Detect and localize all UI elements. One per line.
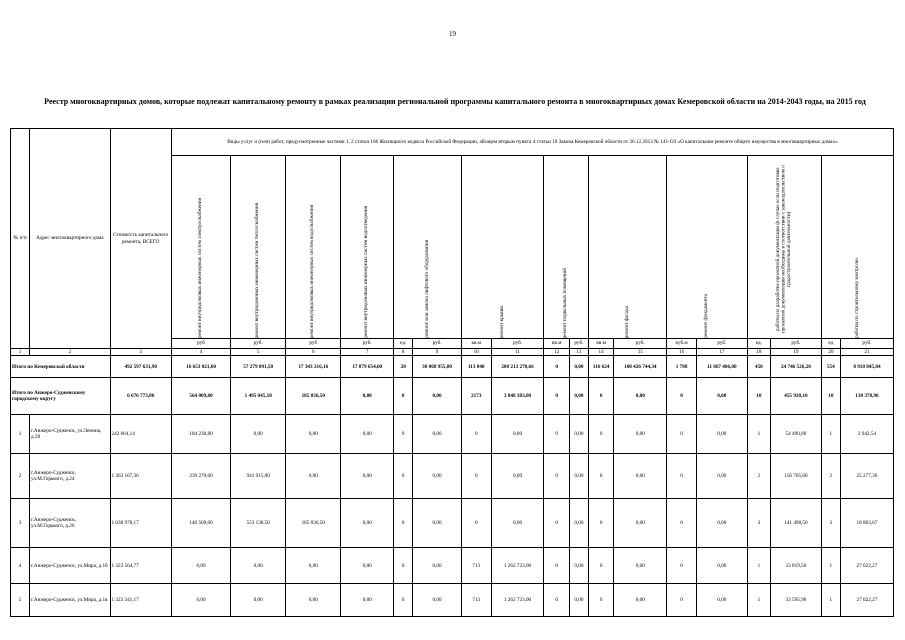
row-value: 1 323 341,17 (110, 584, 171, 617)
total-value: 1 495 045,50 (231, 378, 286, 415)
work-type-elevator: ремонт или замена лифтового оборудования (423, 240, 430, 338)
row-value: 0,00 (171, 584, 230, 617)
row-value: 18 803,67 (840, 499, 893, 548)
row-value: 0,00 (491, 454, 544, 499)
work-type-water: ремонт внутридомовых инженерных систем водоснабжения (309, 204, 316, 338)
total-row (11, 356, 894, 378)
table-row (11, 454, 894, 499)
row-value: 1 323 564,77 (110, 548, 171, 584)
unit-cell: руб. (771, 339, 822, 349)
total-value: 0 (667, 378, 697, 415)
unit-cell: руб (171, 339, 230, 349)
header-col-no: № п/п (11, 129, 30, 349)
row-value: 0,00 (413, 584, 462, 617)
row-value: 0,00 (696, 454, 747, 499)
unit-cell: руб. (614, 339, 667, 349)
column-number: 3 (110, 349, 171, 356)
total-value: 11 867 406,00 (696, 356, 747, 378)
row-value: 0 (394, 454, 413, 499)
row-value: 713 (461, 548, 491, 584)
table-row (11, 415, 894, 454)
work-type-design-docs: работы по разработке проектной документации (в случае если подготовка проектной документации необходима в соответствии с законодательством о градостроительной деятельности) (774, 165, 793, 333)
row-value: 0 (667, 548, 697, 584)
row-value: 0 (544, 415, 569, 454)
column-number: 7 (341, 349, 394, 356)
total-value: 20 (394, 356, 413, 378)
column-number: 13 (569, 349, 588, 356)
row-value: 1 363 167,36 (110, 454, 171, 499)
row-value: 0,00 (614, 499, 667, 548)
total-value: 0,00 (614, 378, 667, 415)
unit-cell: куб.м (667, 339, 697, 349)
row-value: 242 664,14 (110, 415, 171, 454)
unit-cell: руб. (231, 339, 286, 349)
row-value: 0,00 (413, 454, 462, 499)
total-value: 554 (821, 356, 840, 378)
header-col-cost: Стоимость капитального ремонта, ВСЕГО (110, 129, 171, 349)
row-value: 0,00 (413, 499, 462, 548)
row-value: 0,00 (341, 584, 394, 617)
row-value: 1 038 978,17 (110, 499, 171, 548)
row-number: 2 (11, 454, 30, 499)
total-value: 0 (544, 356, 569, 378)
row-number: 4 (11, 548, 30, 584)
row-value: 0 (394, 415, 413, 454)
total-value: 30 068 955,00 (413, 356, 462, 378)
row-value: 0,00 (231, 548, 286, 584)
total-value: 2173 (461, 378, 491, 415)
row-value: 1 (747, 548, 770, 584)
row-value: 0,00 (491, 415, 544, 454)
row-value: 0,00 (569, 499, 588, 548)
row-value: 0,00 (341, 454, 394, 499)
row-value: 0,00 (341, 548, 394, 584)
total-value: 0 (394, 378, 413, 415)
total-value: 17 079 654,60 (341, 356, 394, 378)
unit-cell: руб. (840, 339, 893, 349)
work-type-foundation: ремонт фундамента (703, 294, 710, 338)
work-type-heat: ремонт внутридомовых инженерных систем теплоснабжения (254, 202, 261, 338)
total-value: 0,00 (569, 378, 588, 415)
header-works-title: Виды услуг и (или) работ, предусмотренные частями 1, 2 статьи 166 Жилищного кодекса Российской Федерации, абзацем вторым пункта 4 статьи 10 Закона Кемеровской области от 26.12.2013 № 141-ОЗ «О капитальном ремонте общего имущества в многоквартирных домах» (171, 129, 893, 156)
work-type-basement: ремонт подвальных помещений (562, 267, 569, 338)
unit-cell: руб. (569, 339, 588, 349)
work-type-facade: ремонт фасада (623, 305, 630, 338)
row-value: 156 705,00 (771, 454, 822, 499)
table-row (11, 499, 894, 548)
column-number: 9 (413, 349, 462, 356)
row-value: 0 (588, 499, 613, 548)
row-value: 0 (667, 454, 697, 499)
total-value: 8 918 845,84 (840, 356, 893, 378)
column-number: 4 (171, 349, 230, 356)
row-value: 0,00 (231, 415, 286, 454)
row-value: 0 (544, 548, 569, 584)
row-value: 0 (461, 499, 491, 548)
total-value: 100 426 744,34 (614, 356, 667, 378)
total-value: 16 653 021,60 (171, 356, 230, 378)
row-value: 1 262 723,00 (491, 548, 544, 584)
total-value: 0,00 (341, 378, 394, 415)
unit-cell: ед. (394, 339, 413, 349)
column-number: 18 (747, 349, 770, 356)
row-value: 0 (588, 584, 613, 617)
column-number: 21 (840, 349, 893, 356)
row-value: 27 022,27 (840, 548, 893, 584)
row-value: 0 (588, 415, 613, 454)
total-value: 1 788 (667, 356, 697, 378)
row-value: 0,00 (231, 584, 286, 617)
row-value: 0 (588, 548, 613, 584)
row-value: 0,00 (696, 584, 747, 617)
total-value: 564 009,80 (171, 378, 230, 415)
total-value: 24 746 526,20 (771, 356, 822, 378)
row-address: г.Анжеро-Судженск, ул.Мира, д.1б (30, 548, 110, 584)
row-value: 0 (461, 454, 491, 499)
row-value: 0 (544, 499, 569, 548)
row-value: 239 270,00 (171, 454, 230, 499)
row-value: 184 230,80 (171, 415, 230, 454)
row-value: 141 498,50 (771, 499, 822, 548)
column-number: 12 (544, 349, 569, 356)
column-number: 19 (771, 349, 822, 356)
total-value: 0 (588, 378, 613, 415)
total-value: 455 920,10 (771, 378, 822, 415)
unit-cell: кв.м (588, 339, 613, 349)
row-value: 0 (667, 415, 697, 454)
total-value: 492 597 631,90 (110, 356, 171, 378)
row-value: 0,00 (171, 548, 230, 584)
row-address: г.Анжеро-Судженск, ул.Мира, д.1в (30, 584, 110, 617)
row-value: 1 (821, 584, 840, 617)
total-value: 6 676 773,86 (110, 378, 171, 415)
row-value: 1 (821, 415, 840, 454)
row-value: 0 (544, 454, 569, 499)
unit-cell: руб. (491, 339, 544, 349)
row-value: 0,00 (569, 454, 588, 499)
row-value: 0 (394, 548, 413, 584)
row-value: 0,00 (569, 548, 588, 584)
table-row (11, 584, 894, 617)
total-value: 0,00 (413, 378, 462, 415)
unit-cell: ед. (747, 339, 770, 349)
row-value: 3 (747, 499, 770, 548)
total-value: 130 378,96 (840, 378, 893, 415)
unit-cell: руб. (341, 339, 394, 349)
row-value: 713 (461, 584, 491, 617)
row-value: 0,00 (614, 454, 667, 499)
total-label: Итого по Анжеро-Судженскому городскому округу (11, 378, 111, 415)
column-number: 8 (394, 349, 413, 356)
work-type-construction-control: работы по строительному контролю (853, 258, 860, 338)
unit-cell: кв.м (461, 339, 491, 349)
row-address: г.Анжеро-Судженск, ул.М.Горького, д.24 (30, 454, 110, 499)
row-value: 1 (747, 415, 770, 454)
total-value: 0,00 (696, 378, 747, 415)
row-value: 3 942,54 (840, 415, 893, 454)
total-value: 0 (544, 378, 569, 415)
total-value: 10 (747, 378, 770, 415)
header-col-address: Адрес многоквартирного дома (30, 129, 110, 349)
row-value: 3 (821, 499, 840, 548)
page-number: 19 (449, 30, 456, 38)
total-value: 450 (747, 356, 770, 378)
work-type-sewage: ремонт внутридомовых инженерных систем водоотведения (363, 206, 370, 338)
row-value: 0,00 (696, 548, 747, 584)
row-value: 0 (544, 584, 569, 617)
row-value: 140 509,00 (171, 499, 230, 548)
total-value: 17 343 316,16 (286, 356, 341, 378)
row-value: 0 (588, 454, 613, 499)
total-value: 10 (821, 378, 840, 415)
column-number: 16 (667, 349, 697, 356)
row-value: 1 (747, 584, 770, 617)
row-value: 0,00 (614, 548, 667, 584)
row-value: 185 036,50 (286, 499, 341, 548)
row-number: 5 (11, 584, 30, 617)
row-value: 0,00 (696, 499, 747, 548)
row-number: 1 (11, 415, 30, 454)
row-value: 0,00 (341, 499, 394, 548)
total-value: 208 213 270,66 (491, 356, 544, 378)
row-address: г.Анжеро-Судженск, ул.М.Горького, д.26 (30, 499, 110, 548)
total-label: Итого по Кемеровской области (11, 356, 111, 378)
row-value: 33 595,90 (771, 584, 822, 617)
table-row (11, 548, 894, 584)
row-value: 0,00 (286, 415, 341, 454)
total-value: 57 279 891,50 (231, 356, 286, 378)
header-row-works (11, 129, 894, 156)
row-value: 2 (821, 454, 840, 499)
column-number: 15 (614, 349, 667, 356)
row-value: 54 490,80 (771, 415, 822, 454)
row-value: 25 277,36 (840, 454, 893, 499)
row-value: 0,00 (614, 415, 667, 454)
column-number: 14 (588, 349, 613, 356)
row-value: 941 915,00 (231, 454, 286, 499)
row-value: 553 130,50 (231, 499, 286, 548)
column-number: 1 (11, 349, 30, 356)
column-number: 11 (491, 349, 544, 356)
total-value: 185 036,50 (286, 378, 341, 415)
row-value: 1 262 723,00 (491, 584, 544, 617)
row-value: 2 (747, 454, 770, 499)
row-value: 0 (667, 584, 697, 617)
unit-cell: руб. (413, 339, 462, 349)
row-value: 0,00 (286, 584, 341, 617)
column-number: 17 (696, 349, 747, 356)
column-number: 2 (30, 349, 110, 356)
column-number: 20 (821, 349, 840, 356)
work-type-electric: ремонт внутридомовых инженерных систем электроснабжения (197, 198, 204, 338)
row-value: 0,00 (286, 548, 341, 584)
row-value: 0 (394, 499, 413, 548)
total-value: 113 040 (461, 356, 491, 378)
column-number: 6 (286, 349, 341, 356)
row-address: г.Анжеро-Судженск, ул.Ленина, д.20 (30, 415, 110, 454)
row-value: 0,00 (569, 584, 588, 617)
total-row (11, 378, 894, 415)
header-row-column-numbers (11, 349, 894, 356)
row-value: 0,00 (341, 415, 394, 454)
row-value: 0,00 (569, 415, 588, 454)
row-value: 0,00 (413, 548, 462, 584)
unit-cell: кв.м (544, 339, 569, 349)
row-value: 0 (461, 415, 491, 454)
row-value: 0,00 (413, 415, 462, 454)
row-value: 0 (394, 584, 413, 617)
unit-cell: ед (821, 339, 840, 349)
row-value: 33 819,50 (771, 548, 822, 584)
column-number: 5 (231, 349, 286, 356)
unit-cell: руб. (696, 339, 747, 349)
row-value: 1 (821, 548, 840, 584)
column-number: 10 (461, 349, 491, 356)
registry-table (10, 128, 894, 617)
row-value: 0,00 (286, 454, 341, 499)
row-value: 0 (667, 499, 697, 548)
row-value: 0,00 (614, 584, 667, 617)
total-value: 0,00 (569, 356, 588, 378)
total-value: 116 624 (588, 356, 613, 378)
total-value: 3 848 383,00 (491, 378, 544, 415)
work-type-roof: ремонт крыши (498, 305, 505, 338)
document-title: Реестр многоквартирных домов, которые подлежат капитальному ремонту в рамках реализации региональной программы капитального ремонта в многоквартирных домах Кемеровской области на 2014-2043 годы, на 2015 год (44, 97, 866, 106)
row-value: 0,00 (696, 415, 747, 454)
unit-cell: руб (286, 339, 341, 349)
row-number: 3 (11, 499, 30, 548)
row-value: 27 022,27 (840, 584, 893, 617)
row-value: 0,00 (491, 499, 544, 548)
